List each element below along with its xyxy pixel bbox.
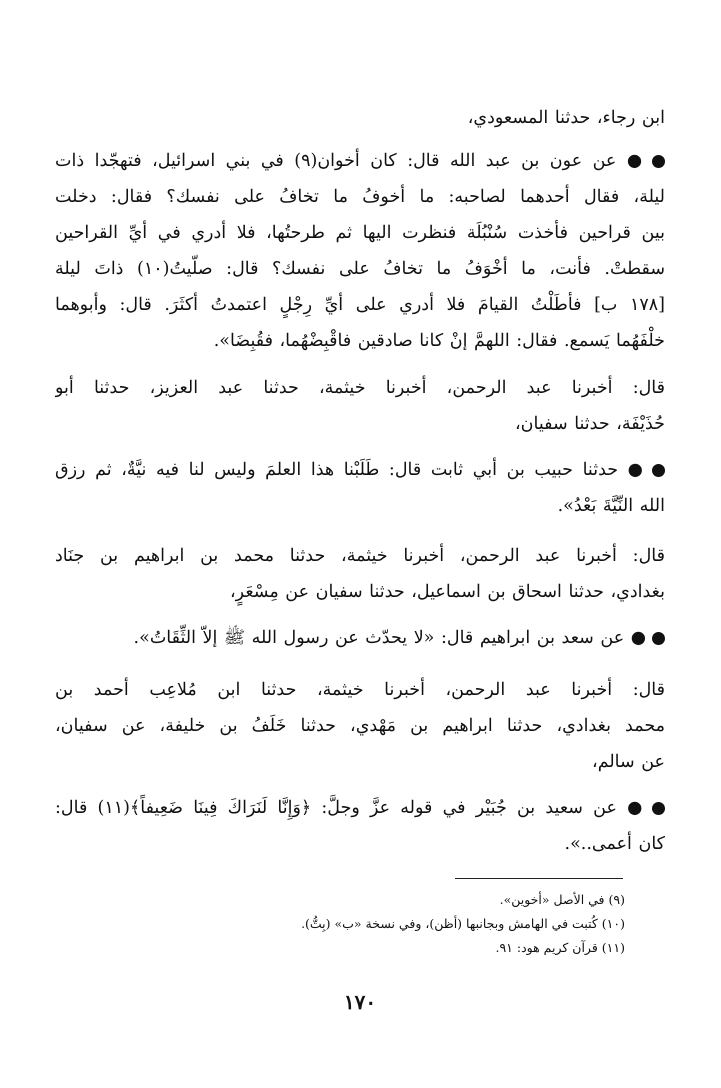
text-block-chain-1 — [55, 100, 665, 136]
footnote: (١١) قرآن كريم هود: ٩١. — [495, 940, 625, 955]
text-block-report-3 — [55, 620, 665, 656]
text-line: حُذَيْفَة، حدثنا سفيان، — [515, 414, 665, 434]
footnote: (٩) في الأصل «أخوين». — [499, 892, 625, 907]
bullet-icon — [652, 155, 665, 168]
text-block-chain-4 — [55, 672, 665, 780]
text-block-report-1 — [55, 143, 665, 359]
text-line: بغدادي، حدثنا اسحاق بن اسماعيل، حدثنا سفيان عن مِسْعَرٍ، — [230, 582, 665, 602]
text-block-chain-2 — [55, 370, 665, 442]
text-line: قال: أخبرنا عبد الرحمن، أخبرنا خيثمة، حدثنا محمد بن ابراهيم بن جنَاد — [55, 546, 665, 566]
bullet-icon — [652, 464, 665, 477]
text-block-report-4 — [55, 790, 665, 862]
text-line: سقطتْ. فأنت، ما أخْوَفُ ما تخافُ على نفسك؟ قال: صلّيتُ(١٠) ذاتَ ليلة — [55, 259, 665, 279]
footnote: (١٠) كُتبت في الهامش وبجانبها (أظن)، وفي نسخة «ب» (بِتُّ). — [301, 916, 625, 931]
text-line: خلْفَهُما يَسمع. فقال: اللهمَّ إنْ كانا صادقين فاقْبِضْهُما، فقُبِضَا». — [213, 331, 665, 351]
footnotes — [200, 888, 625, 960]
bullet-icon — [652, 802, 665, 815]
text-line: ● عن عون بن عبد الله قال: كان أخوان(٩) في بني اسرائيل، فتهجّدا ذات — [55, 143, 665, 179]
text-line: ابن رجاء، حدثنا المسعودي، — [467, 108, 665, 128]
text-line: محمد بغدادي، حدثنا ابراهيم بن مَهْدي، حدثنا خَلَفُ بن خليفة، عن سفيان، — [55, 716, 665, 736]
text-line: ● عن سعيد بن جُبَيْر في قوله عزَّ وجلَّ: ﴿وَإِنَّا لَنَرَاكَ فِينَا ضَعِيفاً﴾(١١) قال: — [55, 790, 665, 826]
text-line: قال: أخبرنا عبد الرحمن، أخبرنا خيثمة، حدثنا عبد العزيز، حدثنا أبو — [55, 378, 665, 398]
text-line: ● عن سعد بن ابراهيم قال: «لا يحدّث عن رسول الله ﷺ إلاّ الثِّقَاتُ». — [55, 620, 665, 656]
footnote-divider — [455, 878, 623, 879]
text-line: [١٧٨ ب] فأطَلْتُ القيامَ فلا أدري على أيِّ رِجْلٍ اعتمدتُ أكثَرَ. قال: وأبوهما — [55, 295, 665, 315]
bullet-icon — [652, 632, 665, 645]
text-line: بين قراحين فأخذت سُنْبُلَة فنظرت اليها ثم طرحتُها، فلا أدري في أيِّ القراحين — [55, 223, 665, 243]
text-line: عن سالم، — [592, 752, 665, 772]
text-line: قال: أخبرنا عبد الرحمن، أخبرنا خيثمة، حدثنا ابن مُلاعِب أحمد بن — [55, 680, 665, 700]
text-block-report-2 — [55, 452, 665, 524]
text-block-chain-3 — [55, 538, 665, 610]
text-line: كان أعمى..». — [564, 834, 665, 854]
text-line: ليلة، فقال أحدهما لصاحبه: ما أخوفُ ما تخافُ على نفسك؟ فقال: دخلت — [55, 187, 665, 207]
text-line: ● حدثنا حبيب بن أبي ثابت قال: طَلَبْنا هذا العلمَ وليس لنا فيه نيَّةٌ، ثم رزق — [55, 452, 665, 488]
text-line: الله النِّيَّةَ بَعْدُ». — [557, 496, 665, 516]
page-number: ١٧٠ — [343, 990, 377, 1014]
